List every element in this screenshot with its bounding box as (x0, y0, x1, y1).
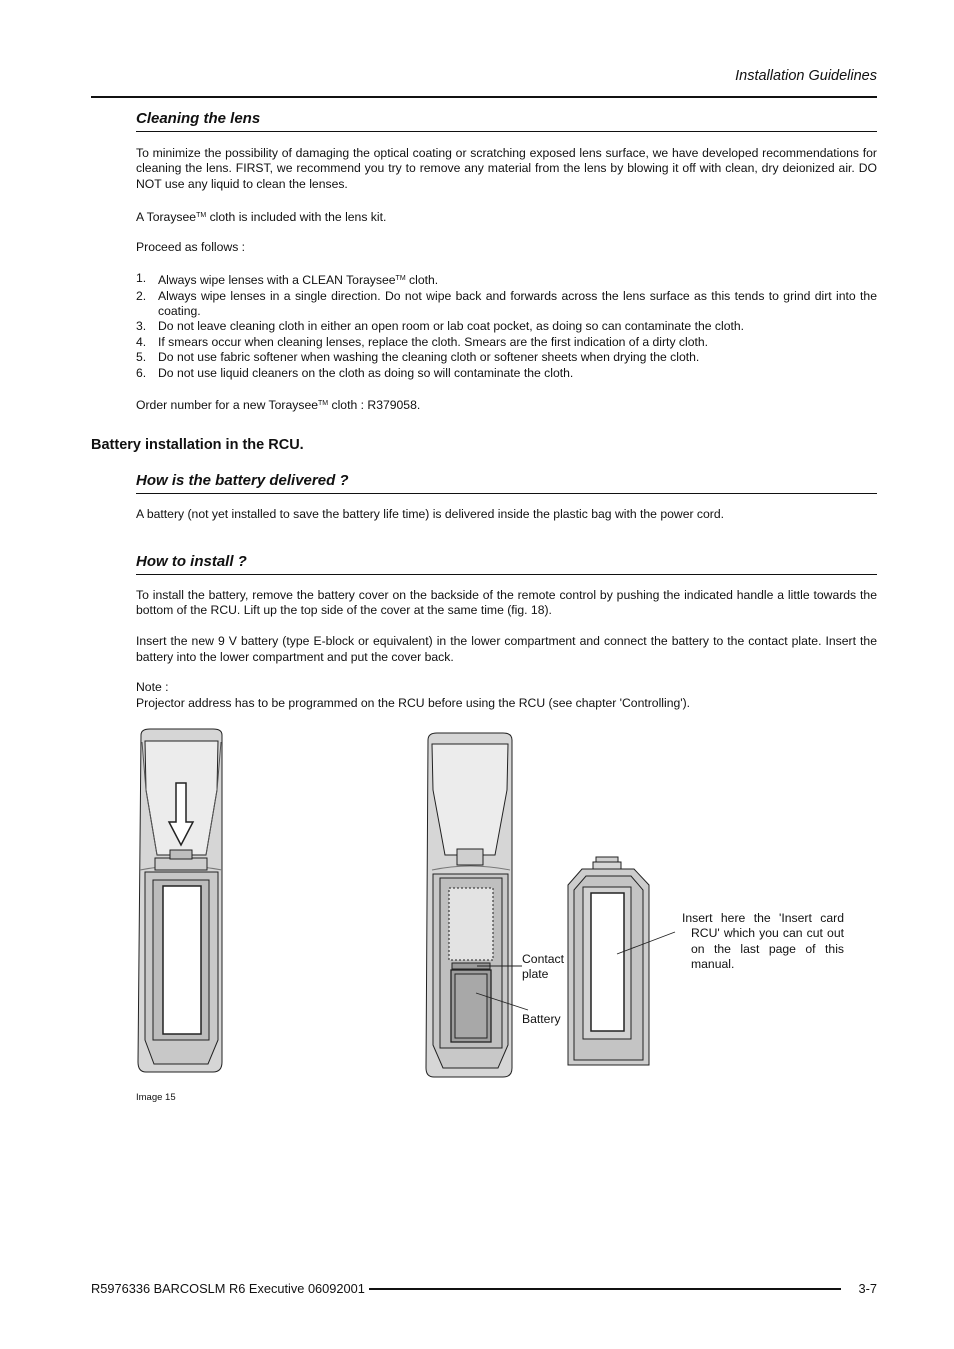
footer-document-id: R5976336 BARCOSLM R6 Executive 06092001 (91, 1281, 365, 1296)
install-paragraph-2: Insert the new 9 V battery (type E-block or equivalent) in the lower compartment and connect the battery to the contact plate. Insert the battery into the lower compartment and put the cover back. (136, 634, 877, 664)
note-label: Note : (136, 680, 169, 695)
order-number-text: Order number for a new Toraysee™ cloth : R379058. (136, 398, 421, 413)
install-paragraph-1: To install the battery, remove the battery cover on the backside of the remote control by pushing the indicated handle a little towards the bottom of the RCU. Lift up the top side of the cover at the same time (fig. 18). (136, 588, 877, 618)
battery-cover (568, 857, 675, 1065)
list-item: 2. Always wipe lenses in a single direction. Do not wipe back and forwards across the lens surface as this tends to grind dirt into the coating. (136, 288, 877, 319)
label-battery: Battery (522, 1012, 561, 1026)
note-text: Projector address has to be programmed on the RCU before using the RCU (see chapter 'Controlling'). (136, 695, 691, 710)
figure-caption: Image 15 (136, 1092, 176, 1103)
remote-back-view (138, 729, 222, 1072)
list-item: 4. If smears occur when cleaning lenses, replace the cloth. Smears are the first indication of a dirty cloth. (136, 334, 709, 349)
list-item: 1. Always wipe lenses with a CLEAN Toraysee™ cloth. (136, 271, 439, 288)
page-number: 3-7 (858, 1281, 877, 1296)
section-title-install: How to install ? (136, 553, 247, 570)
list-item: 5. Do not use fabric softener when washing the cleaning cloth or softener sheets when drying the cloth. (136, 350, 700, 365)
toraysee-kit-note: A Toraysee™ cloth is included with the lens kit. (136, 209, 387, 224)
heading-battery-installation: Battery installation in the RCU. (91, 437, 304, 453)
list-item: 6. Do not use liquid cleaners on the cloth as doing so will contaminate the cloth. (136, 365, 574, 380)
cleaning-intro: To minimize the possibility of damaging the optical coating or scratching exposed lens surface, we have developed recommendations for cleaning the lens. FIRST, we recommend you try to remove any material from the lens by blowing it off with clean, dry deionized air. DO NOT use any liquid to clean the lenses. (136, 146, 877, 191)
label-insert-card: Insert here the 'Insert card RCU' which you can cut out on the last page of this manual. (682, 911, 844, 972)
section-title-delivered: How is the battery delivered ? (136, 472, 349, 489)
delivered-text: A battery (not yet installed to save the battery life time) is delivered inside the plastic bag with the power cord. (136, 507, 725, 521)
remote-open-view (426, 733, 528, 1077)
label-contact-plate: Contact plate (522, 952, 565, 982)
list-item: 3. Do not leave cleaning cloth in either an open room or lab coat pocket, as doing so can contaminate the cloth. (136, 319, 745, 334)
footer-rule (369, 1288, 841, 1290)
section-title-cleaning: Cleaning the lens (136, 110, 261, 127)
running-header: Installation Guidelines (735, 68, 877, 84)
proceed-text: Proceed as follows : (136, 240, 246, 255)
